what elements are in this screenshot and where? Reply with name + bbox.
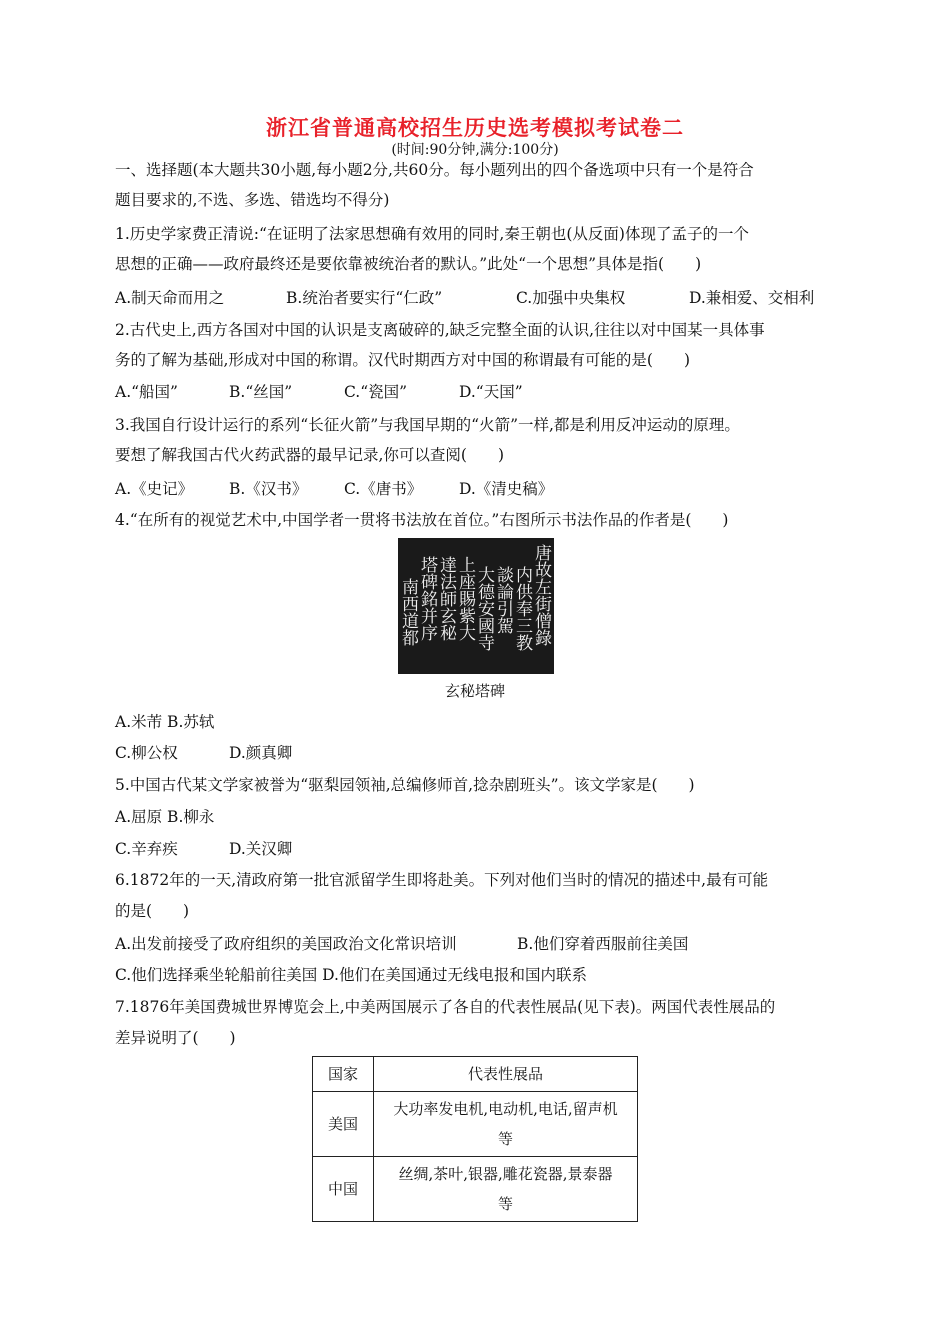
q1-option-c: C.加强中央集权 — [516, 289, 626, 307]
q3-option-c: C.《唐书》 — [344, 480, 423, 498]
table-cell-exhibits — [374, 1157, 638, 1222]
q2-option-d: D.“天国” — [459, 383, 523, 401]
exhibits-text: 丝绸,茶叶,银器,雕花瓷器,景泰器 — [398, 1165, 613, 1183]
calligraphy-column: 大德安國寺 — [474, 566, 494, 651]
calligraphy-column: 内供奉三教 — [512, 566, 532, 651]
q1-option-d: D.兼相爱、交相利 — [689, 289, 815, 307]
q1-option-a: A.制天命而用之 — [115, 289, 225, 307]
table-cell-country: 中国 — [313, 1157, 374, 1222]
q6-stem-line2: 的是( ) — [115, 902, 190, 920]
table-row — [313, 1157, 638, 1222]
table-cell-exhibits — [374, 1092, 638, 1157]
q2-stem-line2: 务的了解为基础,形成对中国的称谓。汉代时期西方对中国的称谓最有可能的是( ) — [115, 351, 691, 369]
q4-options-ab: A.米芾 B.苏轼 — [115, 713, 215, 731]
calligraphy-column: 唐故左街僧錄 — [531, 544, 551, 646]
q4-stem-line1: 4.“在所有的视觉艺术中,中国学者一贯将书法放在首位。”右图所示书法作品的作者是( ) — [115, 511, 729, 529]
calligraphy-column: 達法師玄秘 — [436, 556, 456, 641]
exhibits-table — [312, 1056, 638, 1222]
exam-info: (时间:90分钟,满分:100分) — [391, 142, 559, 158]
q1-stem-line1: 1.历史学家费正清说:“在证明了法家思想确有效用的同时,秦王朝也(从反面)体现了孟子的一个 — [115, 225, 749, 243]
section-instructions-line2: 题目要求的,不选、多选、错选均不得分) — [115, 191, 390, 209]
q1-option-b: B.统治者要实行“仁政” — [286, 289, 443, 307]
q1-stem-line2: 思想的正确——政府最终还是要依靠被统治者的默认。”此处“一个思想”具体是指( ) — [115, 255, 702, 273]
q2-option-b: B.“丝国” — [229, 383, 293, 401]
table-cell-country: 美国 — [313, 1092, 374, 1157]
table-header-exhibits: 代表性展品 — [374, 1057, 638, 1092]
q3-option-b: B.《汉书》 — [229, 480, 308, 498]
table-header-country: 国家 — [313, 1057, 374, 1092]
q6-option-b: B.他们穿着西服前往美国 — [517, 935, 689, 953]
q6-options-cd: C.他们选择乘坐轮船前往美国 D.他们在美国通过无线电报和国内联系 — [115, 966, 587, 984]
q7-stem-line1: 7.1876年美国费城世界博览会上,中美两国展示了各自的代表性展品(见下表)。两国代表性展品的 — [115, 998, 776, 1016]
q3-option-d: D.《清史稿》 — [459, 480, 554, 498]
q5-stem-line1: 5.中国古代某文学家被誉为“驱梨园领袖,总编修师首,捻杂剧班头”。该文学家是( ) — [115, 776, 695, 794]
calligraphy-column: 上座賜紫大 — [455, 556, 475, 641]
section-instructions-line1: 一、选择题(本大题共30小题,每小题2分,共60分。每小题列出的四个备选项中只有一个是符合 — [115, 161, 754, 179]
q3-stem-line2: 要想了解我国古代火药武器的最早记录,你可以查阅( ) — [115, 446, 505, 464]
calligraphy-column: 談論引駕 — [493, 566, 513, 634]
table-header-row — [313, 1057, 638, 1092]
q4-option-d: D.颜真卿 — [229, 744, 293, 762]
calligraphy-column: 塔碑銘并序 — [417, 556, 437, 641]
q5-options-ab: A.屈原 B.柳永 — [115, 808, 215, 826]
page-title: 浙江省普通高校招生历史选考模拟考试卷二 — [266, 116, 684, 140]
q2-option-a: A.“船国” — [115, 383, 178, 401]
q2-stem-line1: 2.古代史上,西方各国对中国的认识是支离破碎的,缺乏完整全面的认识,往往以对中国某一具体事 — [115, 321, 765, 339]
q5-option-c: C.辛弃疾 — [115, 840, 178, 858]
q6-stem-line1: 6.1872年的一天,清政府第一批官派留学生即将赴美。下列对他们当时的情况的描述中,最有可能 — [115, 871, 769, 889]
q7-stem-line2: 差异说明了( ) — [115, 1029, 236, 1047]
q5-option-d: D.关汉卿 — [229, 840, 293, 858]
q3-stem-line1: 3.我国自行设计运行的系列“长征火箭”与我国早期的“火箭”一样,都是利用反冲运动的原理。 — [115, 416, 740, 434]
q4-option-c: C.柳公权 — [115, 744, 178, 762]
exhibits-text-cont: 等 — [497, 1130, 513, 1148]
calligraphy-column: 南西道都 — [398, 578, 418, 646]
exhibits-text-cont: 等 — [497, 1195, 513, 1213]
table-row — [313, 1092, 638, 1157]
q6-option-a: A.出发前接受了政府组织的美国政治文化常识培训 — [115, 935, 457, 953]
calligraphy-rubbing-image — [398, 538, 554, 674]
image-caption: 玄秘塔碑 — [444, 682, 505, 700]
q3-option-a: A.《史记》 — [115, 480, 194, 498]
q2-option-c: C.“瓷国” — [344, 383, 408, 401]
exhibits-text: 大功率发电机,电动机,电话,留声机 — [393, 1100, 618, 1118]
